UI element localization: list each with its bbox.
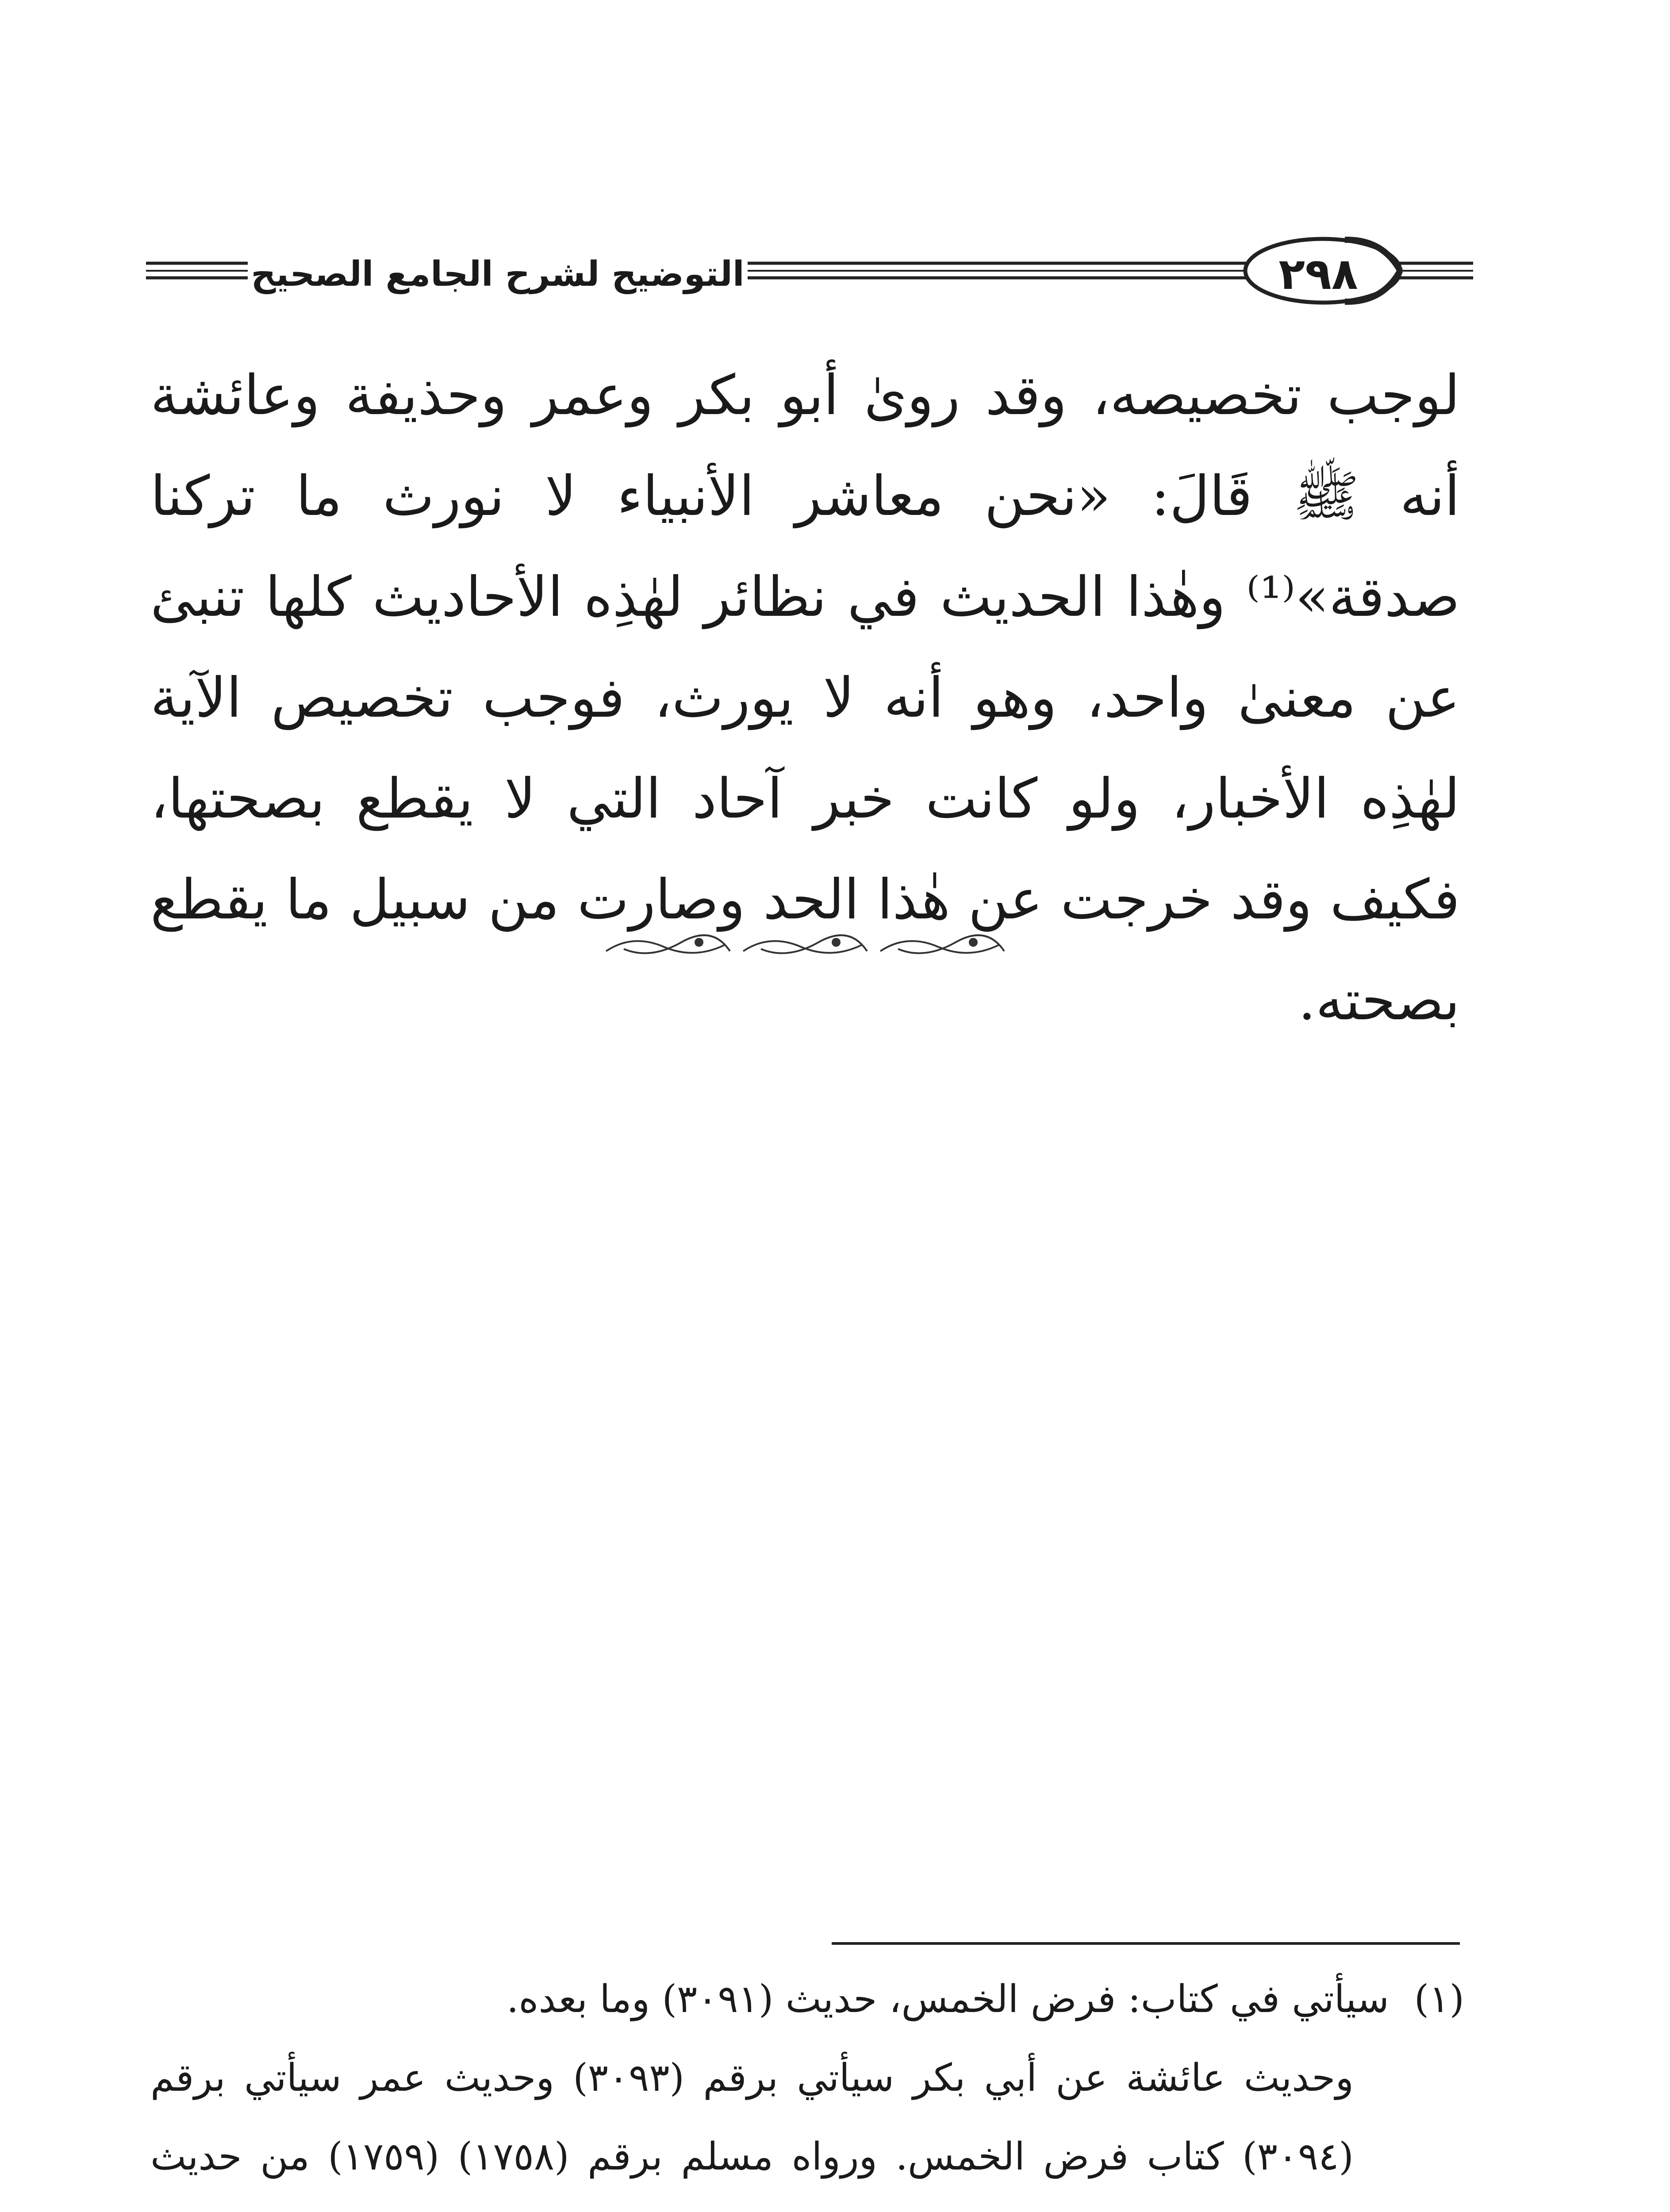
footnote-marker: (١): [1414, 1977, 1464, 2021]
footnote-body: [150, 1960, 1389, 2212]
section-divider-ornament: [597, 925, 1017, 964]
page-number: ٢٩٨: [1278, 249, 1358, 300]
footnote-separator: [832, 1942, 1460, 1945]
footnote-line: وحديث عائشة عن أبي بكر سيأتي برقم (٣٠٩٣) وحديث عمر سيأتي برقم (٣٠٩٤) كتاب فرض الخمس. ورواه مسلم برقم (١٧٥٨) (١٧٥٩) من حديث: [150, 2056, 1354, 2179]
running-header-title: التوضيح لشرح الجامع الصحيح: [251, 254, 745, 294]
footnotes: [150, 1960, 1464, 2212]
body-paragraph: لوجب تخصيصه، وقد رویٰ أبو بكر وعمر وحذيفة وعائشة أنه ﷺ قَالَ: «نحن معاشر الأنبياء لا نورث ما تركنا صدقة»⁽¹⁾ وهٰذا الحديث في نظائر لهٰذِه الأحاديث كلها تنبئ عن معنیٰ واحد، وهو أنه لا يورث، فوجب تخصيص الآية لهٰذِه الأخبار، ولو كانت خبر آحاد التي لا يقطع بصحتها، فكيف وقد خرجت عن هٰذا الحد وصارت من سبيل ما يقطع بصحته.: [150, 364, 1460, 1033]
footnote-line: سيأتي في كتاب: فرض الخمس، حديث (٣٠٩١) وما بعده.: [507, 1977, 1389, 2021]
